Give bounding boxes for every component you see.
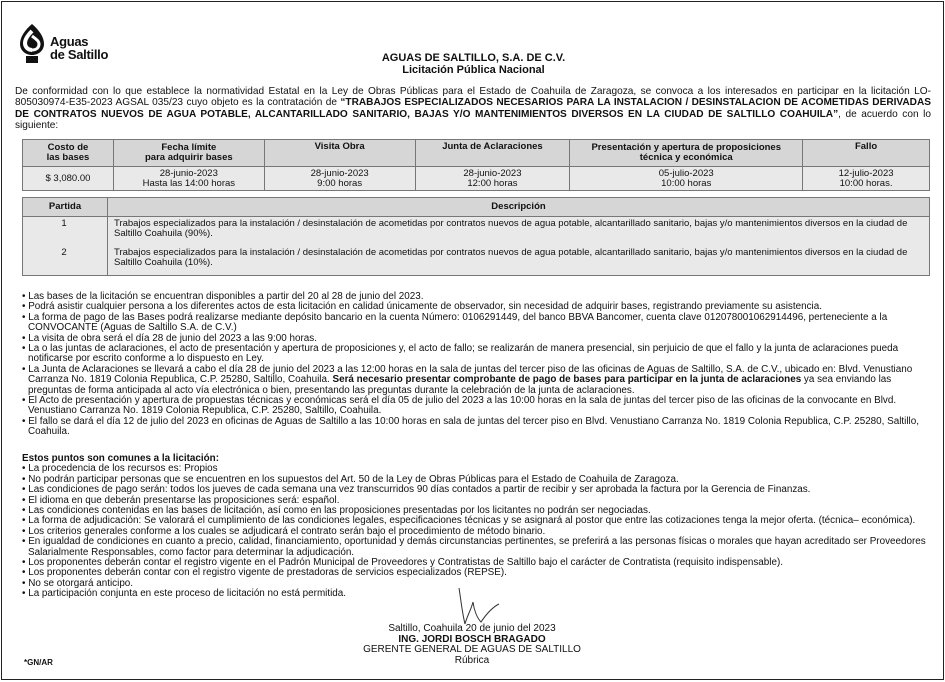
footer-code: *GN/AR xyxy=(24,658,53,667)
proposals-value: 05-julio-2023 10:00 horas xyxy=(570,167,803,191)
list-item: • Los proponentes deberán contar el registro vigente en el Padrón Municipal de Proveedores y Contratistas de Saltillo bajo el carácter de Contratista (requisito indispensable). xyxy=(22,557,783,569)
list-item: • No podrán participar personas que se encuentren en los supuestos del Art. 50 de la Ley de Obras Públicas para el Estado de Coahuila de Zaragoza. xyxy=(22,473,679,485)
list-item: • Las condiciones contenidas en las bases de licitación, así como en las proposiciones presentadas por los licitantes no podrán ser negociadas. xyxy=(22,505,651,517)
clarifications-value: 28-junio-2023 12:00 horas xyxy=(415,167,570,191)
rubrica: Rúbrica xyxy=(454,654,490,666)
place-date: Saltillo, Coahuila 20 de junio del 2023 xyxy=(388,623,556,634)
common-points xyxy=(22,454,928,600)
list-item: • La forma de adjudicación: Se valorará el cumplimiento de las condiciones legales, especificaciones técnicas y se asignará al postor que entre las cotizaciones tenga la mejor oferta. (técnica– económica). xyxy=(22,515,916,527)
list-item: • No se otorgará anticipo. xyxy=(22,577,134,589)
header-clarifications: Junta de Aclaraciones xyxy=(415,140,570,167)
site-visit-value: 28-junio-2023 9:00 horas xyxy=(264,167,415,191)
table-row xyxy=(23,217,930,246)
header-deadline: Fecha límite para adquirir bases xyxy=(113,140,264,167)
company-title: AGUAS DE SALTILLO, S.A. DE C.V. xyxy=(381,52,566,64)
partidas-header-row xyxy=(23,198,930,217)
partida-description: Trabajos especializados para la instalación / desinstalación de acometidas por contratos nuevos de agua potable, alcantarillado sanitario, bajas y/o mantenimientos diversos en la ciudad de Saltillo Coahuila (10%). xyxy=(108,246,930,275)
ruling-value: 12-julio-2023 10:00 horas. xyxy=(803,167,930,191)
list-item: • Podrá asistir cualquier persona a los diferentes actos de esta licitación en calidad únicamente de observador, sin necesidad de adquirir bases, registrando previamente su asistencia. xyxy=(22,301,822,313)
list-item: • La participación conjunta en este proceso de licitación no está permitida. xyxy=(22,588,347,600)
list-item: • La procedencia de los recursos es: Propios xyxy=(22,463,218,475)
tender-type: Licitación Pública Nacional xyxy=(402,64,545,76)
header-cost: Costo de las bases xyxy=(23,140,114,167)
cost-value: $ 3,080.00 xyxy=(23,167,114,191)
partida-number: 1 xyxy=(23,217,108,246)
notice-page xyxy=(1,1,944,680)
list-item: • La forma de pago de las Bases podrá realizarse mediante depósito bancario en la cuenta Número: 0106291449, del banco BBVA Bancomer, cuenta clave 012078001062914496, perteneciente a la CONVOCANTE (Aguas de Saltillo S.A. de C.V.) xyxy=(22,311,888,334)
list-item: • Las bases de la licitación se encuentran disponibles a partir del 20 al 28 de junio del 2023. xyxy=(22,291,424,302)
signature-block xyxy=(302,624,642,666)
signer-name: ING. JORDI BOSCH BRAGADO xyxy=(398,633,546,645)
header-ruling: Fallo xyxy=(803,140,930,167)
list-item: • En igualdad de condiciones en cuanto a precio, calidad, financiamiento, oportunidad y demás circunstancias pertinentes, se preferirá a las personas físicas o morales que hayan acreditado ser Proveedores Salarialmente Responsables, como factor para determinar la adjudicación. xyxy=(22,536,926,558)
header-descripcion: Descripción xyxy=(108,198,930,217)
list-item: • Las condiciones de pago serán: todos los jueves de cada semana una vez transcurridos 90 días contados a partir de recibir y ser aprobada la factura por la Gerencia de Finanzas. xyxy=(22,484,811,496)
deadline-value: 28-junio-2023 Hasta las 14:00 horas xyxy=(113,167,264,191)
list-item: • La visita de obra será el día 28 de junio del 2023 a las 9:00 horas. xyxy=(22,332,317,344)
list-item: • La o las juntas de aclaraciones, el acto de presentación y apertura de proposiciones y, el acto de fallo; se realizarán de manera presencial, sin perjuicio de que el fallo y la junta de aclaraciones pueda notificarse por escrito conforme a lo dispuesto en Ley. xyxy=(22,343,899,365)
common-points-title: Estos puntos son comunes a la licitación: xyxy=(22,453,219,464)
partida-description: Trabajos especializados para la instalación / desinstalación de acometidas por contratos nuevos de agua potable, alcantarillado sanitario, bajas y/o mantenimientos diversos en la ciudad de Saltillo Coahuila (90%). xyxy=(108,217,930,246)
header-partida: Partida xyxy=(23,198,108,217)
signer-position: GERENTE GENERAL DE AGUAS DE SALTILLO xyxy=(363,644,581,656)
intro-paragraph: De conformidad con lo que establece la normatividad Estatal en la Ley de Obras Públicas para el Estado de Coahuila de Zaragoza, se convoca a los interesados en participar en la licitación LO-805030974-E35-2023 AGSAL 035/23 cuyo objeto es la contratación de “TRABAJOS ESPECIALIZADOS NECESARIOS PARA LA INSTALACION / DESINSTALACION DE ACOMETIDAS DERIVADAS DE CONTRATOS NUEVOS DE AGUA POTABLE, ALCANTARILLADO SANITARIO, BAJAS Y/O MANTENIMIENTOS DIVERSOS EN LA CIUDAD DE SALTILLO COAHUILA”, de acuerdo con lo siguiente: xyxy=(15,86,931,131)
list-item: • El Acto de presentación y apertura de propuestas técnicas y económicas será el día 05 de julio del 2023 a las 10:00 horas en la sala de juntas del tercer piso de las oficinas de la convocante en Blvd. Venustiano Carranza No. 1819 Colonia Republica, C.P. 25280, Saltillo, Coahuila. xyxy=(22,395,897,417)
partidas-table xyxy=(22,197,930,276)
list-item: • Los criterios generales conforme a los cuales se adjudicará el contrato serán bajo el procedimiento de método binario. xyxy=(22,525,546,537)
list-item-junta: • La Junta de Aclaraciones se llevará a cabo el día 28 de junio del 2023 a las 12:00 horas en la sala de juntas del tercer piso de las oficinas de Aguas de Saltillo, S.A. de C.V., ubicado en: Blvd. Venustiano Carranza No. 1819 Colonia Republica, C.P. 25280, Saltillo, Coahuila. Será necesario presentar comprobante de pago de bases para participar en la junta de aclaraciones ya sea enviando las preguntas de forma anticipada al acto vía electrónica o bien, presentando las preguntas durante la celebración de la junta de aclaraciones. xyxy=(22,363,913,396)
list-item: • El fallo se dará el día 12 de julio del 2023 en oficinas de Aguas de Saltillo a las 10:00 horas en sala de juntas del tercer piso en Blvd. Venustiano Carranza No. 1819 Colonia Republica, C.P. 25280, Saltillo, Coahuila. xyxy=(22,415,919,438)
table-row xyxy=(23,246,930,275)
list-item: • El idioma en que deberán presentarse las proposiciones será: español. xyxy=(22,494,340,506)
header-proposals: Presentación y apertura de proposiciones técnica y económica xyxy=(570,140,803,167)
partida-number: 2 xyxy=(23,246,108,275)
schedule-header-row xyxy=(23,140,930,167)
logo-wordmark: Aguas de Saltillo xyxy=(50,34,109,62)
conditions-list xyxy=(22,292,928,438)
schedule-table xyxy=(22,139,930,191)
header-site-visit: Visita Obra xyxy=(264,140,415,167)
list-item: • Los proponentes deberán contar con el registro vigente de prestadoras de servicios especializados (REPSE). xyxy=(22,567,507,579)
schedule-row xyxy=(23,167,930,191)
